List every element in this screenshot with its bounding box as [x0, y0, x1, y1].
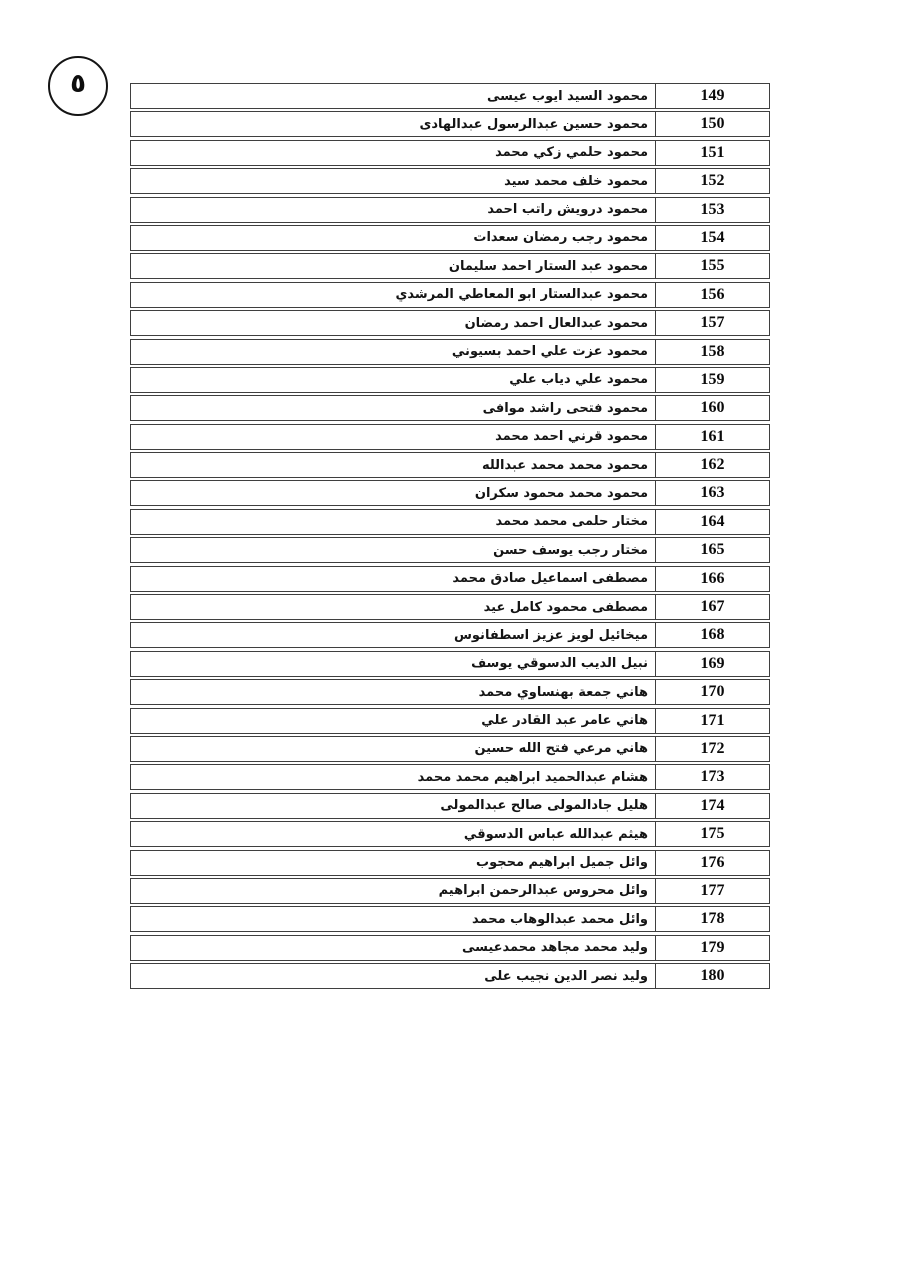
row-number-cell: 151	[655, 141, 769, 165]
row-name-cell: محمود محمد محمود سكران	[474, 485, 648, 501]
row-number-cell: 167	[655, 595, 769, 619]
table-row	[130, 509, 770, 535]
row-name-cell: وائل محروس عبدالرحمن ابراهيم	[438, 883, 648, 899]
row-number-cell: 173	[655, 765, 769, 789]
row-name-cell: محمود علي دياب علي	[509, 372, 648, 388]
table-row	[130, 537, 770, 563]
row-name-cell: هيثم عبدالله عباس الدسوقي	[463, 826, 648, 842]
row-name-cell: محمود عبد الستار احمد سليمان	[448, 258, 648, 274]
table-row	[130, 594, 770, 620]
row-name-cell: هليل جادالمولى صالح عبدالمولى	[440, 798, 648, 814]
row-name-cell: هاني عامر عبد القادر علي	[481, 713, 648, 729]
table-row	[130, 395, 770, 421]
table-row	[130, 651, 770, 677]
row-number-cell: 157	[655, 311, 769, 335]
table-row	[130, 310, 770, 336]
table-row	[130, 935, 770, 961]
row-name-cell: محمود حسين عبدالرسول عبدالهادى	[419, 116, 648, 132]
table-row	[130, 225, 770, 251]
row-number-cell: 149	[655, 84, 769, 108]
row-number-cell: 169	[655, 652, 769, 676]
table-row	[130, 878, 770, 904]
row-name-cell: مختار حلمى محمد محمد	[495, 514, 648, 530]
table-row	[130, 367, 770, 393]
row-name-cell: محمود السيد ايوب عيسى	[486, 88, 648, 104]
table-row	[130, 424, 770, 450]
row-number-cell: 175	[655, 822, 769, 846]
row-number-cell: 177	[655, 879, 769, 903]
row-number-cell: 159	[655, 368, 769, 392]
row-number-cell: 178	[655, 907, 769, 931]
row-number-cell: 170	[655, 680, 769, 704]
row-name-cell: مختار رجب يوسف حسن	[493, 542, 648, 558]
table-row	[130, 168, 770, 194]
row-name-cell: هاني جمعة بهنساوي محمد	[478, 684, 648, 700]
table-row	[130, 339, 770, 365]
table-row	[130, 679, 770, 705]
table-row	[130, 253, 770, 279]
row-number-cell: 176	[655, 851, 769, 875]
row-number-cell: 180	[655, 964, 769, 988]
row-name-cell: وائل جميل ابراهيم محجوب	[476, 855, 648, 871]
table-row	[130, 452, 770, 478]
row-number-cell: 164	[655, 510, 769, 534]
table-row	[130, 821, 770, 847]
row-name-cell: محمود خلف محمد سيد	[504, 173, 648, 189]
row-number-cell: 160	[655, 396, 769, 420]
row-name-cell: ميخائيل لويز عزيز اسطفانوس	[453, 627, 648, 643]
page-number-circle	[48, 56, 108, 116]
table-row	[130, 793, 770, 819]
table-row	[130, 140, 770, 166]
table-row	[130, 197, 770, 223]
row-name-cell: هشام عبدالحميد ابراهيم محمد محمد	[417, 769, 648, 785]
row-number-cell: 150	[655, 112, 769, 136]
row-name-cell: وليد نصر الدين نجيب على	[484, 968, 648, 984]
row-number-cell: 154	[655, 226, 769, 250]
table-row	[130, 566, 770, 592]
table-row	[130, 708, 770, 734]
name-roster-table	[130, 83, 770, 992]
row-name-cell: محمود حلمي زكي محمد	[495, 145, 648, 161]
table-row	[130, 764, 770, 790]
row-name-cell: مصطفى اسماعيل صادق محمد	[452, 571, 648, 587]
table-row	[130, 480, 770, 506]
row-name-cell: محمود محمد محمد عبدالله	[481, 457, 648, 473]
row-name-cell: محمود عزت علي احمد بسيوني	[451, 344, 648, 360]
row-number-cell: 168	[655, 623, 769, 647]
table-row	[130, 906, 770, 932]
row-name-cell: محمود قرني احمد محمد	[495, 429, 648, 445]
row-number-cell: 172	[655, 737, 769, 761]
page-number: ٥	[70, 69, 86, 99]
row-name-cell: مصطفى محمود كامل عيد	[483, 599, 648, 615]
row-name-cell: هاني مرعي فتح الله حسين	[474, 741, 648, 757]
row-number-cell: 155	[655, 254, 769, 278]
table-row	[130, 111, 770, 137]
row-name-cell: محمود فتحى راشد موافى	[482, 400, 648, 416]
table-row	[130, 736, 770, 762]
row-number-cell: 153	[655, 198, 769, 222]
row-number-cell: 174	[655, 794, 769, 818]
row-number-cell: 158	[655, 340, 769, 364]
table-row	[130, 282, 770, 308]
row-name-cell: وائل محمد عبدالوهاب محمد	[471, 911, 648, 927]
row-number-cell: 156	[655, 283, 769, 307]
table-row	[130, 83, 770, 109]
row-name-cell: محمود عبدالعال احمد رمضان	[464, 315, 648, 331]
row-name-cell: وليد محمد مجاهد محمدعيسى	[461, 940, 648, 956]
row-name-cell: نبيل الديب الدسوقي يوسف	[471, 656, 648, 672]
row-name-cell: محمود عبدالستار ابو المعاطي المرشدي	[395, 287, 648, 303]
row-number-cell: 162	[655, 453, 769, 477]
row-number-cell: 166	[655, 567, 769, 591]
row-number-cell: 152	[655, 169, 769, 193]
row-name-cell: محمود درويش راتب احمد	[487, 202, 648, 218]
row-number-cell: 165	[655, 538, 769, 562]
row-number-cell: 163	[655, 481, 769, 505]
row-number-cell: 161	[655, 425, 769, 449]
row-number-cell: 171	[655, 709, 769, 733]
table-row	[130, 850, 770, 876]
table-row	[130, 622, 770, 648]
table-row	[130, 963, 770, 989]
row-number-cell: 179	[655, 936, 769, 960]
row-name-cell: محمود رجب رمضان سعدات	[473, 230, 648, 246]
